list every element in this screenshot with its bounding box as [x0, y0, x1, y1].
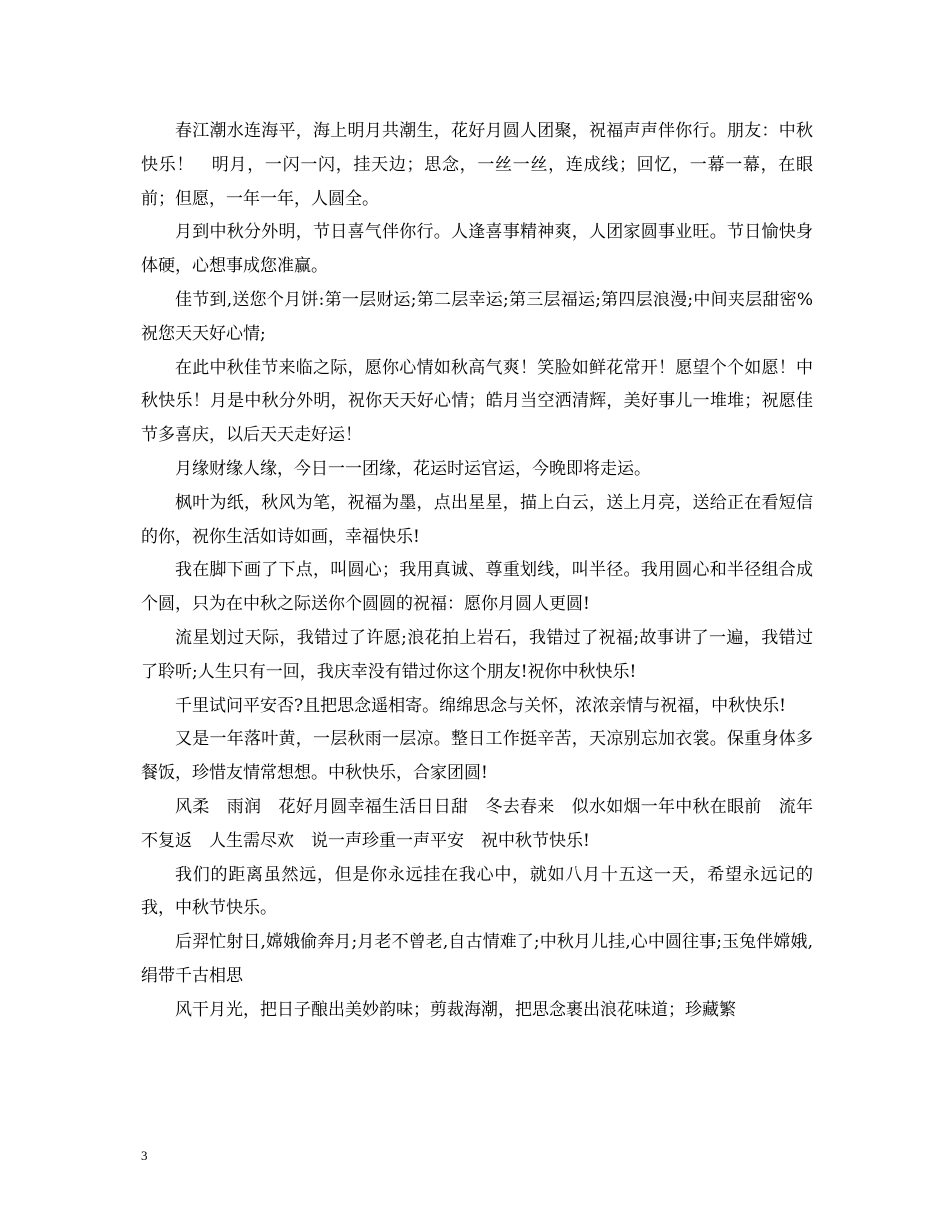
paragraph: 佳节到,送您个月饼:第一层财运;第二层幸运;第三层福运;第四层浪漫;中间夹层甜密%祝您天天好心情;: [141, 289, 813, 344]
paragraph: 我在脚下画了下点，叫圆心；我用真诚、尊重划线，叫半径。我用圆心和半径组合成个圆，只为在中秋之际送你个圆圆的祝福：愿你月圆人更圆!: [141, 560, 813, 615]
paragraph: 流星划过天际，我错过了许愿;浪花拍上岩石，我错过了祝福;故事讲了一遍，我错过了聆听;人生只有一回，我庆幸没有错过你这个朋友!祝你中秋快乐!: [141, 627, 813, 682]
document-body: [141, 115, 813, 1028]
paragraph: 春江潮水连海平，海上明月共潮生，花好月圆人团聚，祝福声声伴你行。朋友：中秋快乐！ 明月，一闪一闪，挂天边；思念，一丝一丝，连成线；回忆，一幕一幕，在眼前；但愿，一年一年，人圆全。: [141, 121, 813, 209]
paragraph: 风柔 雨润 花好月圆幸福生活日日甜 冬去春来 似水如烟一年中秋在眼前 流年不复返 人生需尽欢 说一声珍重一声平安 祝中秋节快乐!: [141, 796, 813, 851]
paragraph: 月缘财缘人缘，今日一一团缘，花运时运官运，今晚即将走运。: [175, 458, 651, 479]
paragraph: 风干月光，把日子酿出美妙韵味；剪裁海潮，把思念裹出浪花味道；珍藏繁: [175, 999, 736, 1020]
paragraph: 枫叶为纸，秋风为笔，祝福为墨，点出星星，描上白云，送上月亮，送给正在看短信的你，祝你生活如诗如画，幸福快乐!: [141, 492, 813, 547]
paragraph: 后羿忙射日,嫦娥偷奔月;月老不曾老,自古情难了;中秋月儿挂,心中圆往事;玉兔伴嫦娥,绢带千古相思: [141, 932, 813, 986]
paragraph: 又是一年落叶黄，一层秋雨一层凉。整日工作挺辛苦，天凉别忘加衣裳。保重身体多餐饭，珍惜友情常想想。中秋快乐，合家团圆!: [141, 729, 813, 784]
paragraph: 在此中秋佳节来临之际，愿你心情如秋高气爽！笑脸如鲜花常开！愿望个个如愿！中秋快乐！月是中秋分外明，祝你天天好心情；皓月当空洒清辉，美好事儿一堆堆；祝愿佳节多喜庆，以后天天走好运！: [141, 357, 813, 446]
paragraph: 我们的距离虽然远，但是你永远挂在我心中，就如八月十五这一天，希望永远记的我，中秋节快乐。: [141, 864, 813, 919]
paragraph: 月到中秋分外明，节日喜气伴你行。人逢喜事精神爽，人团家圆事业旺。节日愉快身体硬，心想事成您准赢。: [141, 222, 813, 277]
page-number: 3: [141, 1148, 148, 1163]
paragraph: 千里试问平安否?且把思念遥相寄。绵绵思念与关怀，浓浓亲情与祝福，中秋快乐!: [175, 695, 786, 716]
